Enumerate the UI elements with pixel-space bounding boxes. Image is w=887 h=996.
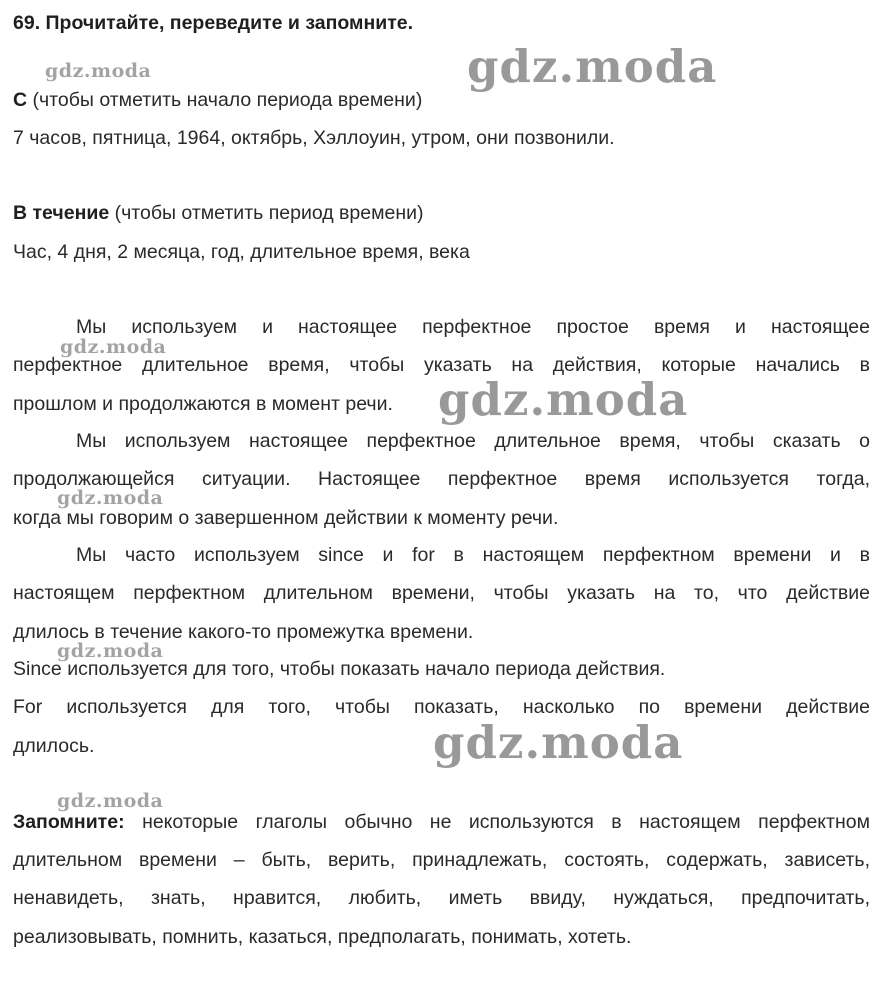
paragraph-1-line-3: прошлом и продолжаются в момент речи. (13, 393, 393, 415)
since-term: С (13, 89, 28, 111)
paragraph-1-line-1: Мы используем и настоящее перфектное простое время и настоящее (76, 316, 870, 338)
paragraph-2-line-3: когда мы говорим о завершенном действии к моменту речи. (13, 507, 559, 529)
watermark-small: gdz.moda (57, 790, 164, 812)
paragraph-3-line-3: длилось в течение какого-то промежутка времени. (13, 621, 474, 643)
watermark-small: gdz.moda (45, 60, 152, 82)
remember-label: Запомните: (13, 811, 125, 833)
paragraph-3-line-1: Мы часто используем since и for в настоящем перфектном времени и в (76, 544, 870, 566)
paragraph-5-line-1: For используется для того, чтобы показать, насколько по времени действие (13, 696, 870, 718)
remember-line-1: Запомните: некоторые глаголы обычно не используются в настоящем перфектном (13, 811, 870, 833)
for-examples: Час, 4 дня, 2 месяца, год, длительное время, века (13, 241, 470, 263)
for-term: В течение (13, 202, 110, 224)
paragraph-2-line-1: Мы используем настоящее перфектное длительное время, чтобы сказать о (76, 430, 870, 452)
for-note: (чтобы отметить период времени) (109, 202, 424, 224)
since-heading (13, 88, 422, 112)
paragraph-5-line-2: длилось. (13, 735, 95, 757)
since-examples: 7 часов, пятница, 1964, октябрь, Хэллоуин, утром, они позвонили. (13, 127, 615, 149)
watermark-small: gdz.moda (57, 640, 164, 662)
watermark-large: gdz.moda (433, 716, 684, 769)
exercise-title: 69. Прочитайте, переведите и запомните. (13, 12, 414, 34)
paragraph-4-line-1: Since используется для того, чтобы показать начало периода действия. (13, 658, 666, 680)
paragraph-1-line-2: перфектное длительное время, чтобы указать на действия, которые начались в (13, 354, 870, 376)
remember-line-2: длительном времени – быть, верить, принадлежать, состоять, содержать, зависеть, (13, 849, 870, 871)
since-note: (чтобы отметить начало периода времени) (27, 89, 423, 111)
watermark-large: gdz.moda (467, 40, 718, 93)
paragraph-2-line-2: продолжающейся ситуации. Настоящее перфектное время используется тогда, (13, 468, 870, 490)
watermark-small: gdz.moda (57, 487, 164, 509)
remember-line-3: ненавидеть, знать, нравится, любить, иметь ввиду, нуждаться, предпочитать, (13, 887, 870, 909)
paragraph-3-line-2: настоящем перфектном длительном времени, чтобы указать на то, что действие (13, 582, 870, 604)
watermark-large: gdz.moda (438, 373, 689, 426)
for-heading (13, 201, 424, 225)
watermark-small: gdz.moda (60, 336, 167, 358)
remember-line-4: реализовывать, помнить, казаться, предполагать, понимать, хотеть. (13, 926, 632, 948)
